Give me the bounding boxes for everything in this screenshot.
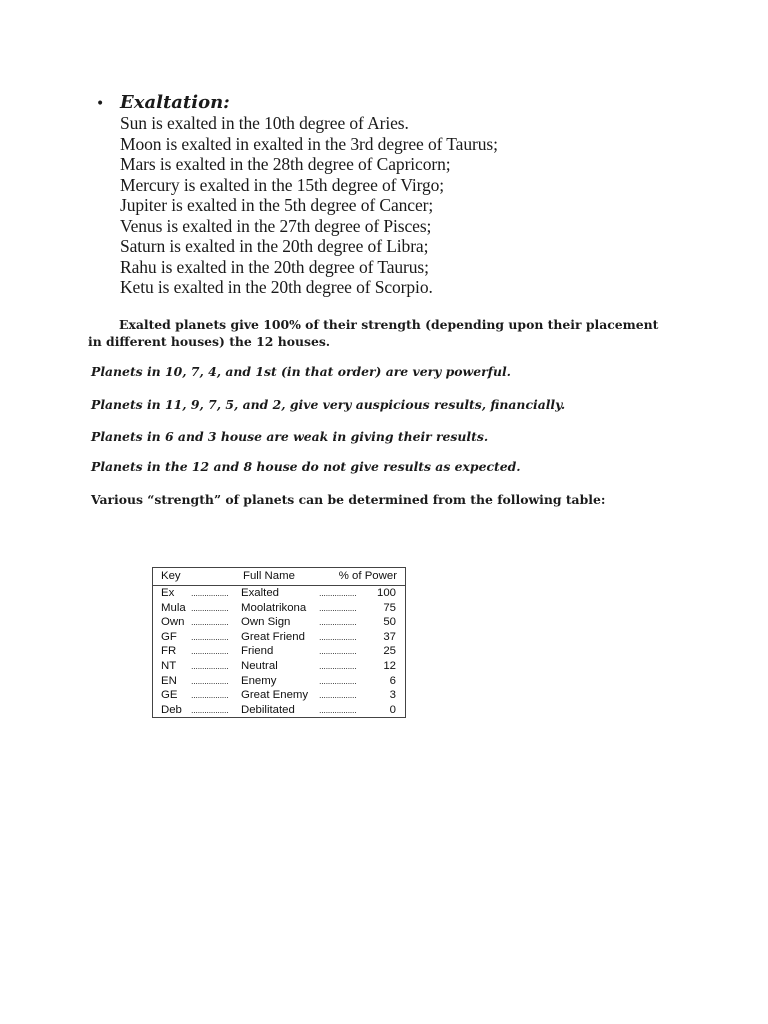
table-body — [153, 586, 405, 717]
row-key: Deb — [161, 703, 182, 716]
exaltation-list — [120, 113, 498, 298]
dot-leader: ................. — [191, 588, 229, 598]
dot-leader: ................. — [191, 646, 229, 657]
exaltation-line: Mercury is exalted in the 15th degree of Virgo; — [120, 174, 445, 195]
row-full-name: Great Enemy — [241, 689, 309, 702]
row-key: EN — [161, 674, 177, 687]
strength-paragraph — [88, 316, 691, 350]
row-key: GE — [161, 689, 178, 702]
row-full-name: Exalted — [241, 587, 279, 599]
row-key: FR — [161, 645, 177, 658]
row-power: 50 — [383, 616, 396, 629]
strength-line-1: Exalted planets give 100% of their strength (depending upon their placement — [119, 317, 659, 332]
row-power: 12 — [383, 659, 396, 672]
dot-leader: ................. — [191, 631, 229, 642]
dot-leader: ................. — [191, 704, 229, 715]
table-row — [153, 703, 405, 718]
exaltation-line: Mars is exalted in the 28th degree of Capricorn; — [120, 154, 451, 174]
header-key: Key — [161, 570, 181, 582]
row-key: GF — [161, 630, 177, 643]
dot-leader: ................. — [319, 660, 357, 671]
table-row — [153, 586, 405, 601]
row-full-name: Moolatrikona — [241, 601, 307, 614]
dot-leader: ................. — [319, 704, 357, 715]
powerful-paragraph: Planets in 10, 7, 4, and 1st (in that order) are very powerful. — [91, 364, 511, 379]
row-power: 0 — [389, 703, 396, 716]
dot-leader: ................. — [319, 690, 357, 701]
row-power: 75 — [383, 601, 396, 614]
unexpected-paragraph: Planets in the 12 and 8 house do not give results as expected. — [91, 459, 521, 474]
table-intro-paragraph: Various “strength” of planets can be determined from the following table: — [91, 492, 606, 507]
exaltation-line: Venus is exalted in the 27th degree of Pisces; — [120, 215, 432, 236]
header-power: % of Power — [338, 570, 397, 582]
row-power: 37 — [383, 630, 396, 643]
exaltation-line: Saturn is exalted in the 20th degree of Libra; — [120, 236, 429, 256]
exaltation-line: Rahu is exalted in the 20th degree of Taurus; — [120, 256, 429, 277]
dot-leader: ................. — [319, 602, 357, 613]
table-row — [153, 601, 405, 616]
row-key: Own — [161, 616, 185, 629]
row-power: 3 — [389, 689, 396, 702]
dot-leader: ................. — [319, 646, 357, 657]
table-row — [153, 674, 405, 689]
table-row — [153, 615, 405, 630]
row-key: Mula — [161, 601, 186, 614]
exaltation-line: Ketu is exalted in the 20th degree of Scorpio. — [120, 277, 433, 297]
exaltation-line: Sun is exalted in the 10th degree of Aries. — [120, 113, 409, 133]
dot-leader: ................. — [191, 690, 229, 701]
table-row — [153, 688, 405, 703]
row-full-name: Great Friend — [241, 630, 305, 643]
dot-leader: ................. — [191, 660, 229, 671]
exaltation-heading: Exaltation: — [120, 92, 230, 113]
table-header — [153, 568, 405, 586]
exaltation-line: Moon is exalted in exalted in the 3rd degree of Taurus; — [120, 133, 498, 154]
dot-leader: ................. — [319, 617, 357, 628]
dot-leader: ................. — [191, 602, 229, 613]
dot-leader: ................. — [319, 631, 357, 642]
row-full-name: Own Sign — [241, 616, 291, 629]
exaltation-line: Jupiter is exalted in the 5th degree of Cancer; — [120, 195, 434, 215]
weak-paragraph: Planets in 6 and 3 house are weak in giving their results. — [91, 429, 489, 444]
row-key: NT — [161, 659, 177, 672]
header-full-name: Full Name — [243, 570, 295, 582]
dot-leader: ................. — [191, 675, 229, 686]
row-full-name: Debilitated — [241, 703, 295, 716]
table-row — [153, 630, 405, 645]
row-power: 25 — [383, 645, 396, 658]
table-row — [153, 644, 405, 659]
strength-line-2: in different houses) the 12 houses. — [88, 334, 331, 349]
bullet-point: • — [96, 96, 105, 112]
row-key: Ex — [161, 587, 175, 599]
row-power: 6 — [389, 674, 396, 687]
table-row — [153, 659, 405, 674]
dot-leader: ................. — [319, 675, 357, 686]
dot-leader: ................. — [319, 588, 357, 598]
auspicious-paragraph: Planets in 11, 9, 7, 5, and 2, give very auspicious results, financially. — [91, 397, 566, 412]
dot-leader: ................. — [191, 617, 229, 628]
row-full-name: Neutral — [241, 659, 278, 672]
row-full-name: Enemy — [241, 674, 277, 687]
row-power: 100 — [376, 587, 396, 599]
row-full-name: Friend — [241, 645, 274, 658]
planet-strength-table — [152, 567, 406, 718]
